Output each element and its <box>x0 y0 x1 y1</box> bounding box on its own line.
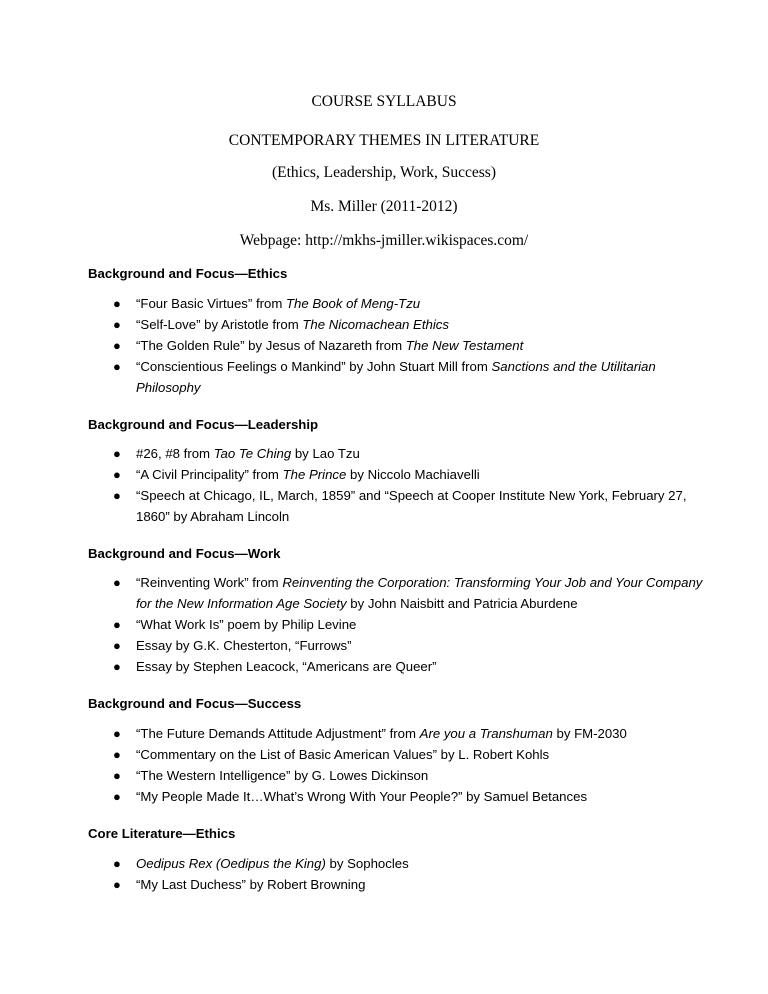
item-text-tail: by Sophocles <box>325 856 409 871</box>
bullet-icon: ● <box>113 317 121 332</box>
list-item <box>0 853 768 874</box>
section-list-work <box>0 572 768 677</box>
section-heading-work: Background and Focus—Work <box>88 546 281 561</box>
bullet-icon: ● <box>113 789 121 804</box>
list-item <box>0 464 768 485</box>
bullet-icon: ● <box>113 296 121 311</box>
bullet-icon: ● <box>113 856 121 871</box>
list-item <box>0 635 768 656</box>
list-item <box>0 723 768 744</box>
bullet-icon: ● <box>113 617 121 632</box>
item-text: “Reinventing Work” from <box>136 575 283 590</box>
bullet-icon: ● <box>113 638 121 653</box>
list-item <box>0 293 768 314</box>
bullet-icon: ● <box>113 575 121 590</box>
item-text: “The Future Demands Attitude Adjustment” from <box>136 726 420 741</box>
section-list-ethics <box>0 293 768 398</box>
course-subtitle: (Ethics, Leadership, Work, Success) <box>271 164 497 181</box>
list-item <box>0 786 768 807</box>
instructor-line: Ms. Miller (2011-2012) <box>310 198 458 215</box>
item-title: Oedipus Rex (Oedipus the King) <box>136 856 326 871</box>
course-title: CONTEMPORARY THEMES IN LITERATURE <box>228 132 540 149</box>
bullet-icon: ● <box>113 467 121 482</box>
item-text: Essay by G.K. Chesterton, “Furrows” <box>136 638 352 653</box>
item-text-tail: by Niccolo Machiavelli <box>346 467 480 482</box>
item-text: “The Western Intelligence” by G. Lowes Dickinson <box>136 768 429 783</box>
item-text-tail: by John Naisbitt and Patricia Aburdene <box>346 596 578 611</box>
item-text-tail: by FM-2030 <box>552 726 627 741</box>
item-text: “Speech at Chicago, IL, March, 1859” and “Speech at Cooper Institute New York, February 27, 1860” by Abraham Lincoln <box>136 488 687 524</box>
item-title: Sanctions and the Utilitarian Philosophy <box>136 359 656 395</box>
item-title: Tao Te Ching <box>213 446 292 461</box>
item-title: Are you a Transhuman <box>419 726 553 741</box>
item-text: “Conscientious Feelings o Mankind” by John Stuart Mill from <box>136 359 492 374</box>
item-text: “Commentary on the List of Basic American Values” by L. Robert Kohls <box>136 747 550 762</box>
item-text: “What Work Is” poem by Philip Levine <box>136 617 357 632</box>
item-text: “My Last Duchess” by Robert Browning <box>136 877 366 892</box>
list-item <box>0 744 768 765</box>
bullet-icon: ● <box>113 359 121 374</box>
list-item <box>0 614 768 635</box>
section-heading-core-ethics: Core Literature—Ethics <box>88 826 236 841</box>
bullet-icon: ● <box>113 877 121 892</box>
item-title: The New Testament <box>405 338 524 353</box>
list-item <box>0 874 768 895</box>
item-text: #26, #8 from <box>136 446 214 461</box>
bullet-icon: ● <box>113 726 121 741</box>
list-item <box>0 485 768 527</box>
list-item <box>0 572 768 614</box>
bullet-icon: ● <box>113 446 121 461</box>
item-text: “Self-Love” by Aristotle from <box>136 317 303 332</box>
list-item <box>0 443 768 464</box>
list-item <box>0 765 768 786</box>
bullet-icon: ● <box>113 338 121 353</box>
item-text: Essay by Stephen Leacock, “Americans are Queer” <box>136 659 437 674</box>
item-title: Reinventing the Corporation: Transforming Your Job and Your Company for the New Information Age Society <box>136 575 703 611</box>
item-text: “Four Basic Virtues” from <box>136 296 286 311</box>
section-heading-success: Background and Focus—Success <box>88 696 302 711</box>
section-list-success <box>0 723 768 807</box>
webpage-line: Webpage: http://mkhs-jmiller.wikispaces.com/ <box>239 232 529 249</box>
section-list-core-ethics <box>0 853 768 895</box>
list-item <box>0 335 768 356</box>
list-item <box>0 314 768 335</box>
item-title: The Nicomachean Ethics <box>302 317 449 332</box>
item-text: “A Civil Principality” from <box>136 467 283 482</box>
section-list-leadership <box>0 443 768 527</box>
item-text: “My People Made It…What’s Wrong With Your People?” by Samuel Betances <box>136 789 588 804</box>
doc-title: COURSE SYLLABUS <box>311 93 457 110</box>
item-title: The Book of Meng-Tzu <box>285 296 421 311</box>
bullet-icon: ● <box>113 768 121 783</box>
item-title: The Prince <box>282 467 347 482</box>
bullet-icon: ● <box>113 659 121 674</box>
item-text-tail: by Lao Tzu <box>291 446 360 461</box>
bullet-icon: ● <box>113 747 121 762</box>
list-item <box>0 356 768 398</box>
bullet-icon: ● <box>113 488 121 503</box>
item-text: “The Golden Rule” by Jesus of Nazareth from <box>136 338 406 353</box>
section-heading-ethics: Background and Focus—Ethics <box>88 266 288 281</box>
list-item <box>0 656 768 677</box>
section-heading-leadership: Background and Focus—Leadership <box>88 417 319 432</box>
